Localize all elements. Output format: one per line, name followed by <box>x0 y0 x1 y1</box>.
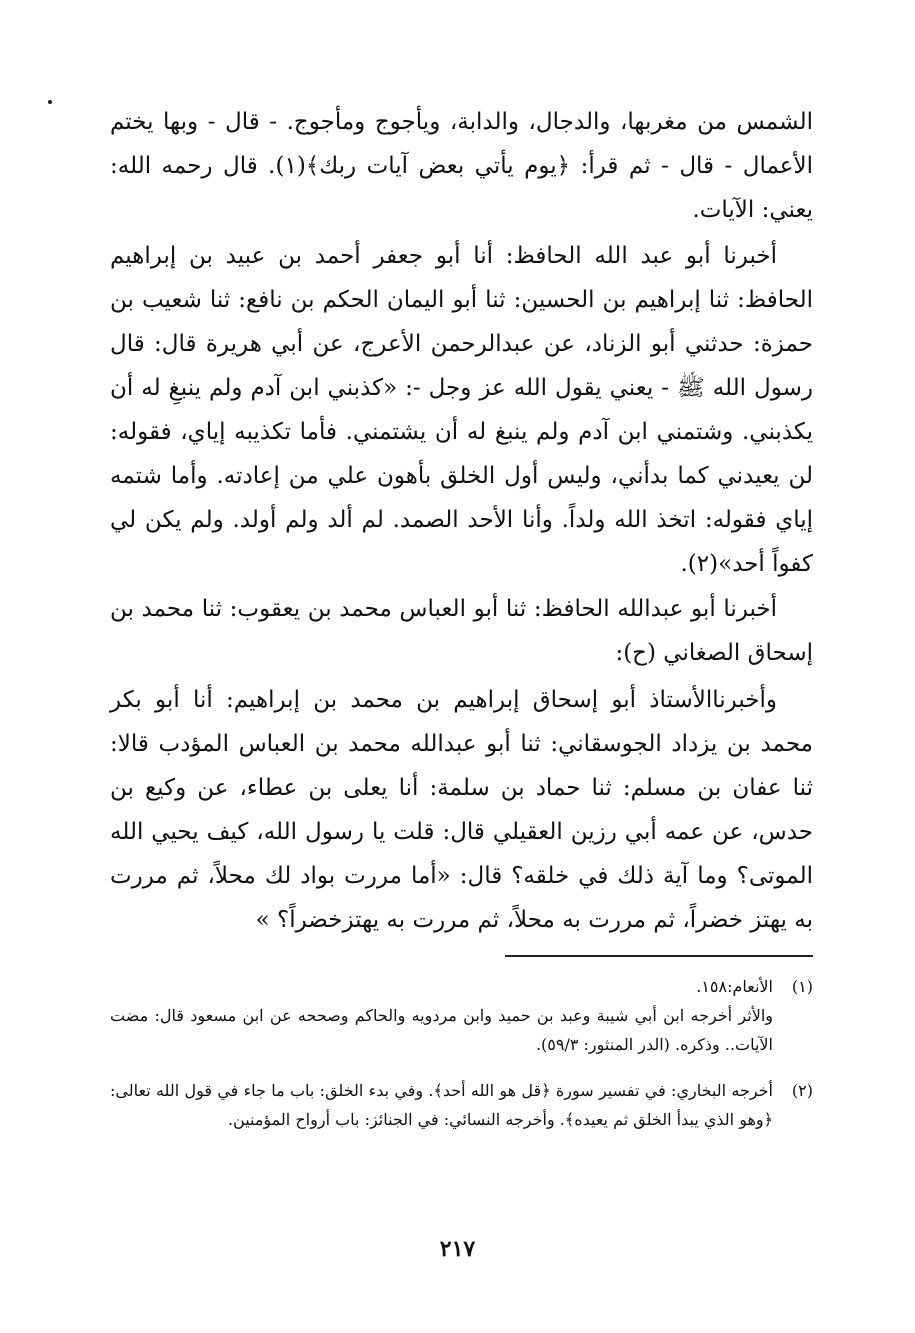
footnote-line: أخرجه البخاري: في تفسير سورة ﴿قل هو الله أحد﴾. وفي بدء الخلق: باب ما جاء في قول الله تعالى: ﴿وهو الذي يبدأ الخلق ثم يعيده﴾. وأخرجه النسائي: في الجنائز: باب أرواح المؤمنين. <box>110 1081 773 1129</box>
footnote-divider <box>505 955 813 957</box>
footnote-number: (١) <box>791 977 813 996</box>
footnote-line: الأنعام:١٥٨. <box>696 977 773 996</box>
page-number: ٢١٧ <box>439 1236 476 1262</box>
ink-speck <box>48 100 52 104</box>
footnote-2 <box>110 1076 813 1134</box>
footnote-number: (٢) <box>791 1081 813 1100</box>
paragraph-isnad-abu-hurayra: أخبرنا أبو عبد الله الحافظ: أنا أبو جعفر أحمد بن عبيد بن إبراهيم الحافظ: ثنا إبراهيم بن الحسين: ثنا أبو اليمان الحكم بن نافع: ثنا شعيب بن حمزة: حدثني أبو الزناد، عن عبدالرحمن الأعرج، عن أبي هريرة قال: قال رسول الله ﷺ - يعني يقول الله عز وجل -: «كذبني ابن آدم ولم ينبغِ له أن يكذبني. وشتمني ابن آدم ولم ينبغ له أن يشتمني. فأما تكذيبه إياي، فقوله: لن يعيدني كما بدأني، وليس أول الخلق بأهون علي من إعادته. وأما شتمه إياي فقوله: اتخذ الله ولداً. وأنا الأحد الصمد. لم ألد ولم أولد. ولم يكن لي كفواً أحد»(٢). <box>110 243 813 577</box>
paragraph-hadith-end: الشمس من مغربها، والدجال، والدابة، ويأجوج ومأجوج. - قال - وبها يختم الأعمال - قال - ثم قرأ: ﴿يوم يأتي بعض آيات ربك﴾(١). قال رحمه الله: يعني: الآيات. <box>110 109 813 223</box>
footnote-line: والأثر أخرجه ابن أبي شيبة وعبد بن حميد وابن مردويه والحاكم وصححه عن ابن مسعود قال: مضت الآيات.. وذكره. (الدر المنثور: ٥٩/٣). <box>110 1006 773 1054</box>
footnote-body <box>110 1076 773 1134</box>
footnote-1 <box>110 972 813 1059</box>
footnote-body <box>110 972 773 1059</box>
paragraph-isnad-abu-razin: وأخبرناالأستاذ أبو إسحاق إبراهيم بن محمد بن إبراهيم: أنا أبو بكر محمد بن يزداد الجوسقاني: ثنا أبو عبدالله محمد بن العباس المؤدب قالا: ثنا عفان بن مسلم: ثنا حماد بن سلمة: أنا يعلى بن عطاء، عن وكيع بن حدس، عن عمه أبي رزين العقيلي قال: قلت يا رسول الله، كيف يحيي الله الموتى؟ وما آية ذلك في خلقه؟ قال: «أما مررت بواد لك محلاً، ثم مررت به يهتز خضراً، ثم مررت به محلاً، ثم مررت به يهتزخضراً؟ » <box>110 687 813 933</box>
paragraph-isnad-abu-abdullah: أخبرنا أبو عبدالله الحافظ: ثنا أبو العباس محمد بن يعقوب: ثنا محمد بن إسحاق الصغاني (ح): <box>110 596 813 666</box>
